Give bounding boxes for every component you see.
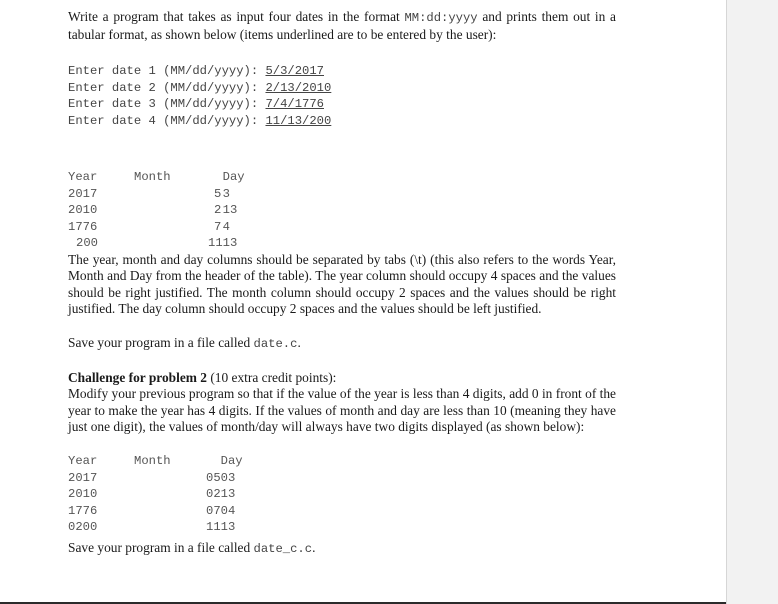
cell-day: 13 [220,520,236,535]
save-instruction [68,335,616,353]
user-input-value: 5/3/2017 [265,64,324,79]
table-row [68,486,261,503]
save-instruction-challenge [68,540,616,558]
challenge-note: (10 extra credit points): [207,369,337,385]
cell-year: 2010 [68,487,98,502]
save-end: . [297,335,301,351]
cell-month: 02 [206,487,221,502]
prompt-label: Enter date 1 (MM/dd/yyyy): [68,64,266,79]
header-day: Day [220,454,243,469]
viewer-side-gutter [726,0,778,604]
cell-day: 03 [220,470,236,485]
cell-month: 2 [214,203,222,218]
cell-year: 0200 [68,520,98,535]
table-header-row [68,453,261,470]
user-input-value: 11/13/200 [265,113,332,128]
prompt-line [68,113,616,130]
challenge-paragraph: Modify your previous program so that if the value of the year is less than 4 digits, add 0 in front of the year to make the year has 4 digits. If the values of month and day are less than 10 (meaning they have just one digit), the values of month/day will always have two digits displayed (as shown below): [68,386,616,435]
cell-month: 11 [208,236,223,251]
header-month: Month [134,170,171,185]
intro-paragraph [68,9,616,43]
cell-month: 5 [214,186,222,201]
intro-text-cont: and prints them out in a tabular format, as shown below (items underlined are to be entered by the user): [68,9,616,42]
cell-day: 4 [222,219,230,234]
save-text: Save your program in a file called [68,539,254,555]
cell-month: 07 [206,503,221,518]
cell-day: 13 [220,487,236,502]
prompt-label: Enter date 3 (MM/dd/yyyy): [68,97,266,112]
save-filename: date.c [253,337,298,352]
cell-day: 13 [222,236,238,251]
cell-year: 1776 [68,503,98,518]
output-table-padded [68,453,261,536]
challenge-heading [68,370,616,387]
prompt-line [68,96,616,113]
prompt-line [68,63,616,80]
table-row [68,470,261,487]
description-paragraph: The year, month and day columns should be separated by tabs (\t) (this also refers to the words Year, Month and Day from the header of the table). The year column should occupy 4 spaces and the values should be right justified. The month column should occupy 2 spaces and the values should be right justified. The day column should occupy 2 spaces and the values should be left justified. [68,251,616,317]
cell-year: 2010 [68,203,98,218]
output-table [68,169,263,252]
header-year: Year [68,454,98,469]
header-day: Day [222,170,245,185]
cell-day: 04 [220,503,236,518]
user-input-value: 7/4/1776 [265,97,324,112]
cell-year: 2017 [68,186,98,201]
cell-day: 13 [222,203,238,218]
table-row [68,219,263,236]
prompt-label: Enter date 2 (MM/dd/yyyy): [68,80,266,95]
save-filename: date_c.c [253,541,313,556]
document-content [68,9,616,557]
intro-text: Write a program that takes as input four dates in the format [68,9,405,24]
table-row [68,235,263,252]
cell-year: 200 [76,236,98,251]
save-end: . [312,539,316,555]
save-text: Save your program in a file called [68,335,254,351]
table-header-row [68,169,263,186]
prompt-block [68,63,616,129]
table-row [68,503,261,520]
header-year: Year [68,170,98,185]
prompt-label: Enter date 4 (MM/dd/yyyy): [68,113,266,128]
cell-day: 3 [222,186,230,201]
cell-month: 7 [214,219,222,234]
user-input-value: 2/13/2010 [265,80,332,95]
format-code: MM:dd:yyyy [404,11,478,25]
header-month: Month [134,454,171,469]
cell-month: 11 [206,520,221,535]
cell-year: 1776 [68,219,98,234]
cell-month: 05 [206,470,221,485]
table-row [68,186,263,203]
challenge-title: Challenge for problem 2 [68,369,207,385]
cell-year: 2017 [68,470,98,485]
prompt-line [68,80,616,97]
table-row [68,519,261,536]
table-row [68,202,263,219]
